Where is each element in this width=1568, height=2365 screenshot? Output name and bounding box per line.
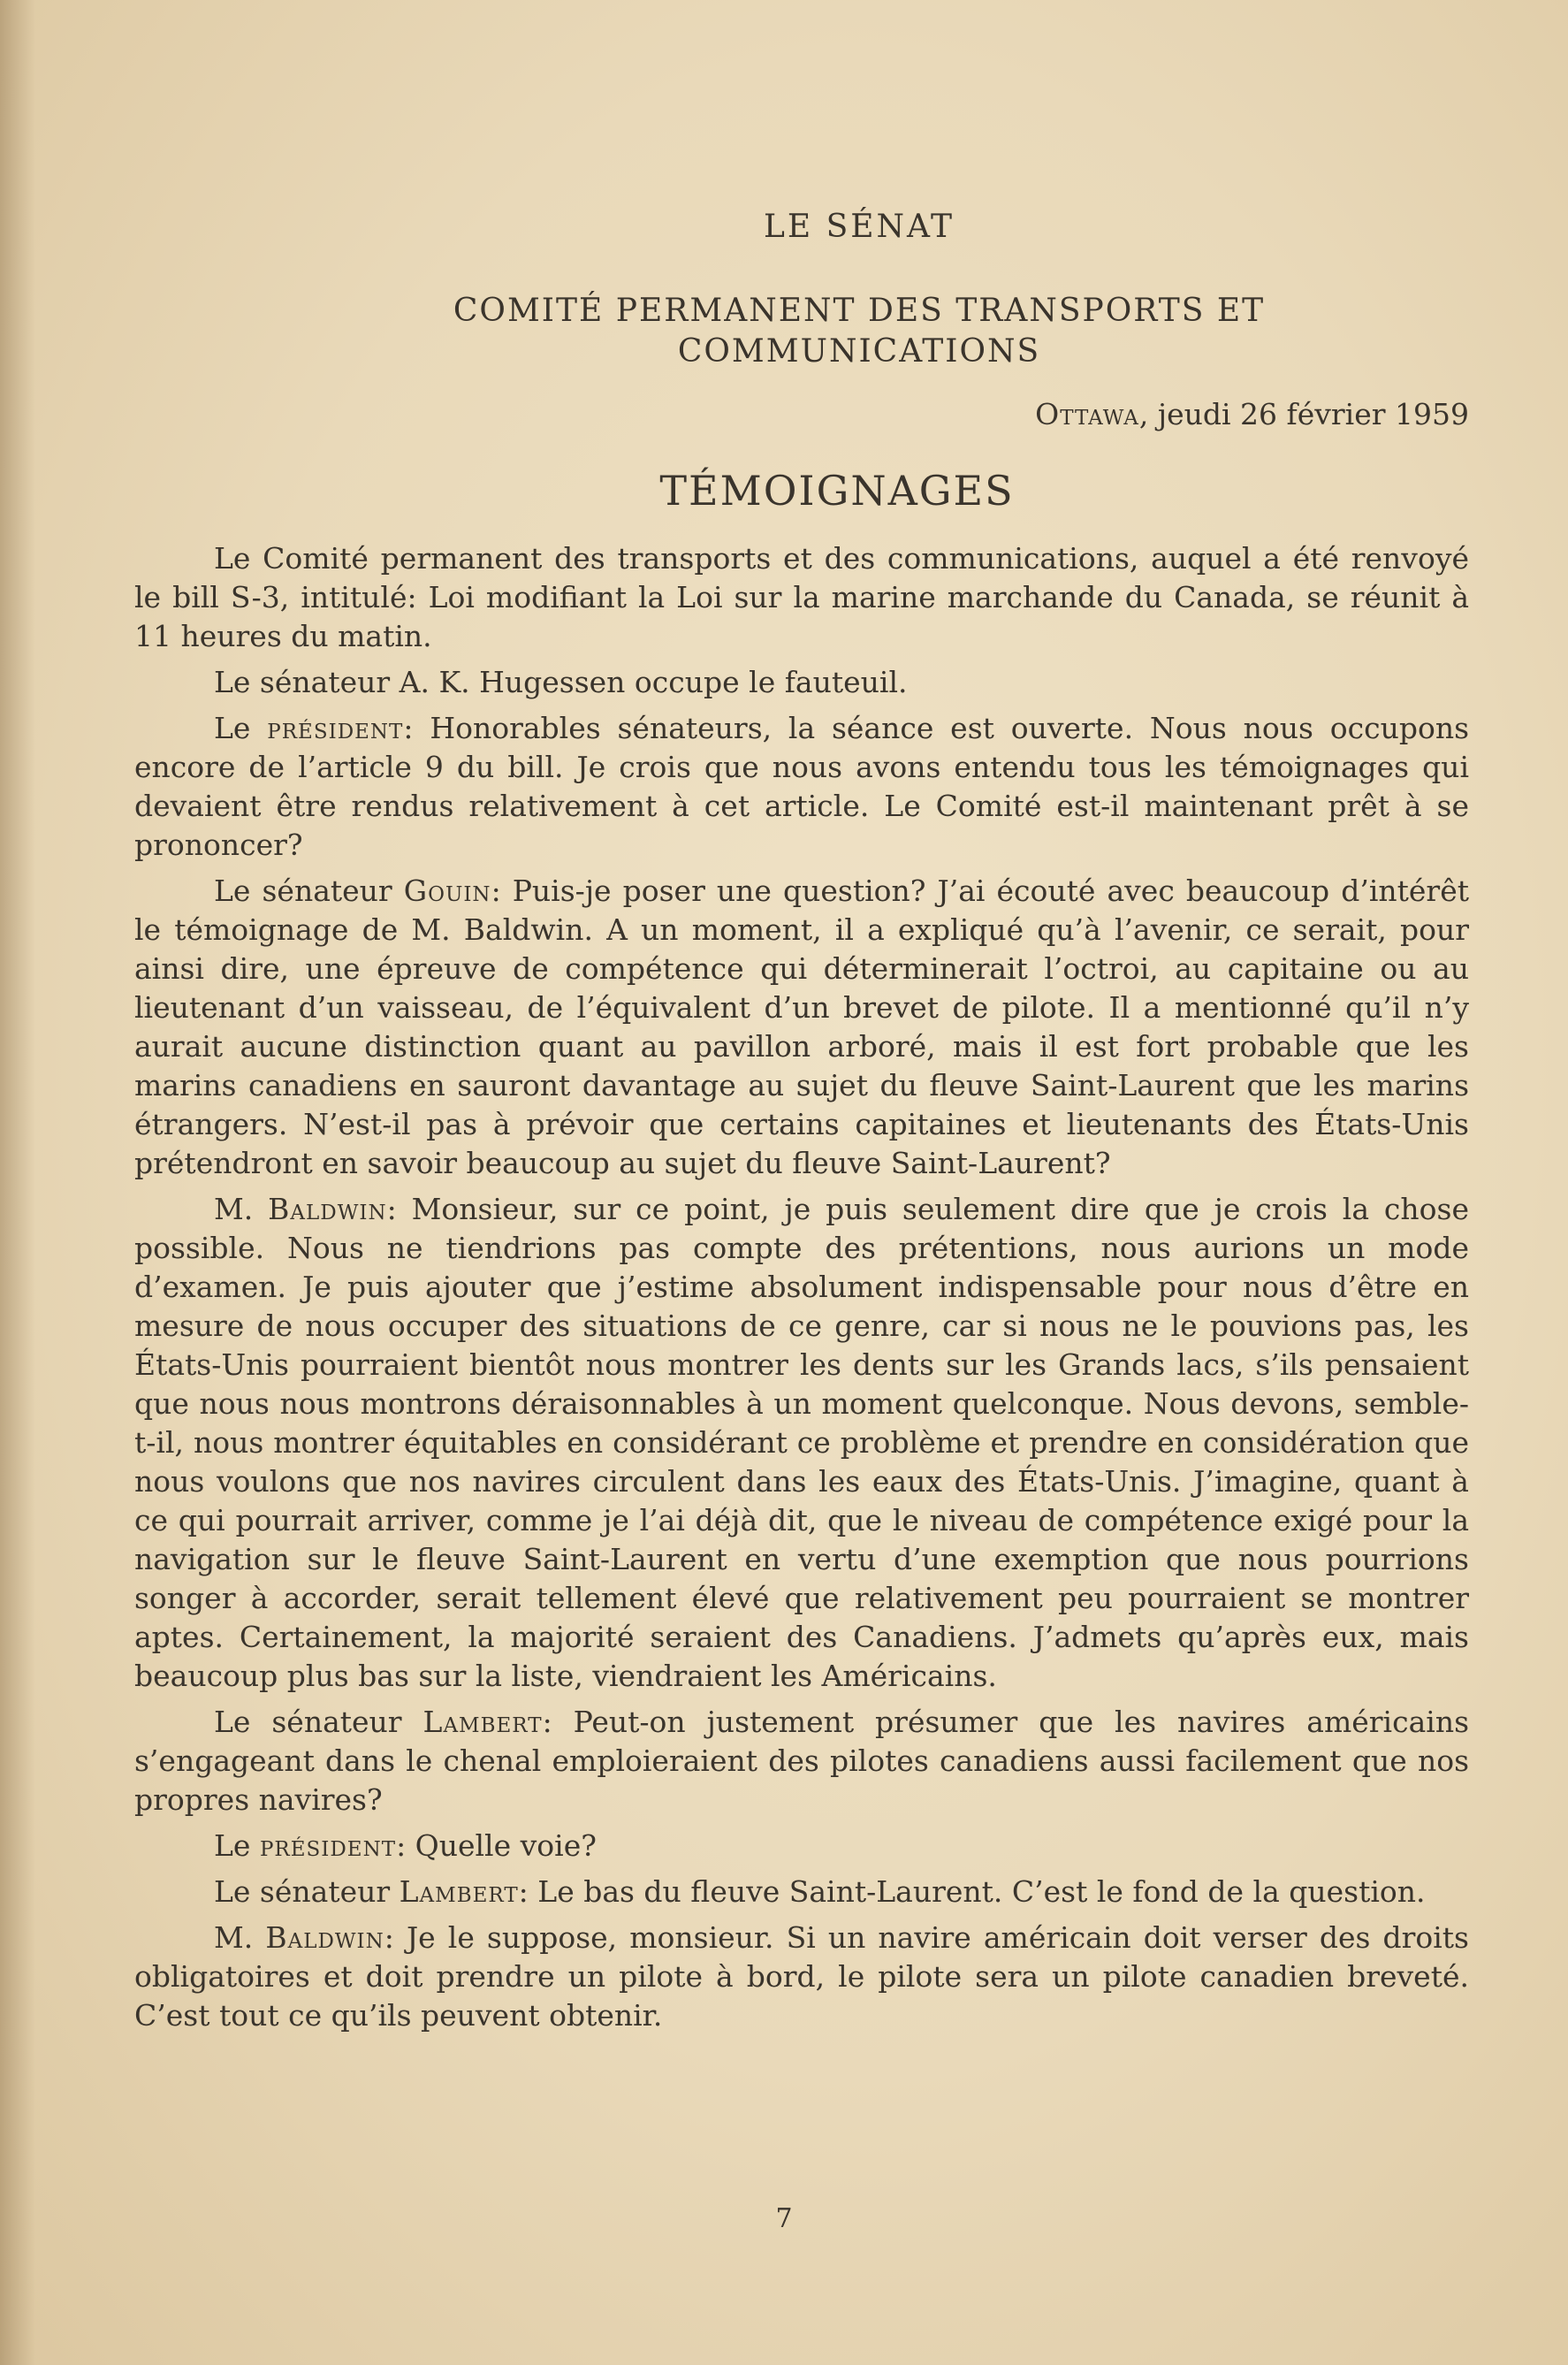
dateline <box>134 397 1469 431</box>
paragraph-text: : Peut-on justement présumer que les navires américains s’engageant dans le chenal emploieraient des pilotes canadiens aussi facilement que nos propres navires? <box>134 1705 1470 1817</box>
speaker-prefix: Le <box>214 1828 260 1863</box>
speaker-name: Lambert <box>422 1705 543 1739</box>
paragraph-lambert-1 <box>134 1703 1469 1820</box>
paragraph-text: Le sénateur A. K. Hugessen occupe le fauteuil. <box>214 665 908 699</box>
senate-title: LE SÉNAT <box>763 209 955 245</box>
committee-title-line2: COMMUNICATIONS <box>677 333 1041 370</box>
speaker-prefix: Le sénateur <box>214 874 404 908</box>
speaker-name: président <box>267 711 404 745</box>
paragraph-baldwin-2 <box>134 1919 1469 2035</box>
paragraph-baldwin-1 <box>134 1190 1469 1696</box>
dateline-date: , jeudi 26 février 1959 <box>1138 397 1469 431</box>
speaker-name: Gouin <box>403 874 491 908</box>
speaker-name: Baldwin <box>268 1192 387 1226</box>
paragraph-gouin <box>134 872 1469 1183</box>
paragraph-lambert-2 <box>134 1873 1469 1911</box>
page-content <box>134 209 1469 2042</box>
paragraph-text: : Le bas du fleuve Saint-Laurent. C’est le fond de la question. <box>518 1874 1426 1909</box>
dateline-place: Ottawa <box>1035 397 1139 431</box>
paragraph-chair <box>134 663 1469 702</box>
speaker-prefix: Le sénateur <box>214 1874 400 1909</box>
paragraph-text: : Je le suppose, monsieur. Si un navire américain doit verser des droits obligatoires et doit prendre un pilote à bord, le pilote sera un pilote canadien breveté. C’est tout ce qu’ils peuvent obtenir. <box>134 1920 1469 2033</box>
committee-title-line1: COMITÉ PERMANENT DES TRANSPORTS ET <box>453 293 1266 329</box>
speaker-name: Baldwin <box>265 1920 384 1955</box>
paragraph-text: Le Comité permanent des transports et des communications, auquel a été renvoyé le bill S-3, intitulé: Loi modifiant la Loi sur la marine marchande du Canada, se réunit à 11 heures du matin. <box>134 541 1469 653</box>
paragraph-president-1 <box>134 709 1469 865</box>
speaker-prefix: Le <box>214 711 268 745</box>
committee-title <box>134 291 1469 372</box>
speaker-prefix: M. <box>214 1920 266 1955</box>
paragraph-text: : Puis-je poser une question? J’ai écouté avec beaucoup d’intérêt le témoignage de M. Baldwin. A un moment, il a expliqué qu’à l’avenir, ce serait, pour ainsi dire, une épreuve de compétence qui déterminerait l’octroi, au capitaine ou au lieutenant d’un vaisseau, de l’équivalent d’un brevet de pilote. Il a mentionné qu’il n’y aurait aucune distinction quant au pavillon arboré, mais il est fort probable que les marins canadiens en sauront davantage au sujet du fleuve Saint-Laurent que les marins étrangers. N’est-il pas à prévoir que certains capitaines et lieutenants des États-Unis prétendront en savoir beaucoup au sujet du fleuve Saint-Laurent? <box>134 874 1469 1180</box>
paragraph-president-2 <box>134 1827 1469 1865</box>
section-heading: TÉMOIGNAGES <box>659 467 1015 515</box>
paragraph-text: : Monsieur, sur ce point, je puis seulement dire que je crois la chose possible. Nous ne tiendrions pas compte des prétentions, nous aurions un mode d’examen. Je puis ajouter que j’estime absolument indispensable pour nous d’être en mesure de nous occuper des situations de ce genre, car si nous ne le pouvions pas, les États-Unis pourraient bientôt nous montrer les dents sur les Grands lacs, s’ils pensaient que nous nous montrons déraisonnables à un moment quelconque. Nous devons, semble-t-il, nous montrer équitables en considérant ce problème et prendre en considération que nous voulons que nos navires circulent dans les eaux des États-Unis. J’imagine, quant à ce qui pourrait arriver, comme je l’ai déjà dit, que le niveau de compétence exigé pour la navigation sur le fleuve Saint-Laurent en vertu d’une exemption que nous pourrions songer à accorder, serait tellement élevé que relativement peu pourraient se montrer aptes. Certainement, la majorité seraient des Canadiens. J’admets qu’après eux, mais beaucoup plus bas sur la liste, viendraient les Américains. <box>134 1192 1469 1693</box>
paragraph-opening <box>134 539 1469 656</box>
page-edge-shadow <box>0 0 35 2365</box>
paragraph-text: : Quelle voie? <box>396 1828 597 1863</box>
paragraph-text: : Honorables sénateurs, la séance est ouverte. Nous nous occupons encore de l’article 9 du bill. Je crois que nous avons entendu tous les témoignages qui devaient être rendus relativement à cet article. Le Comité est-il maintenant prêt à se prononcer? <box>134 711 1470 862</box>
speaker-prefix: M. <box>214 1192 269 1226</box>
page-number: 7 <box>775 2203 793 2234</box>
speaker-name: Lambert <box>399 1874 519 1909</box>
speaker-name: président <box>259 1828 397 1863</box>
speaker-prefix: Le sénateur <box>214 1705 423 1739</box>
